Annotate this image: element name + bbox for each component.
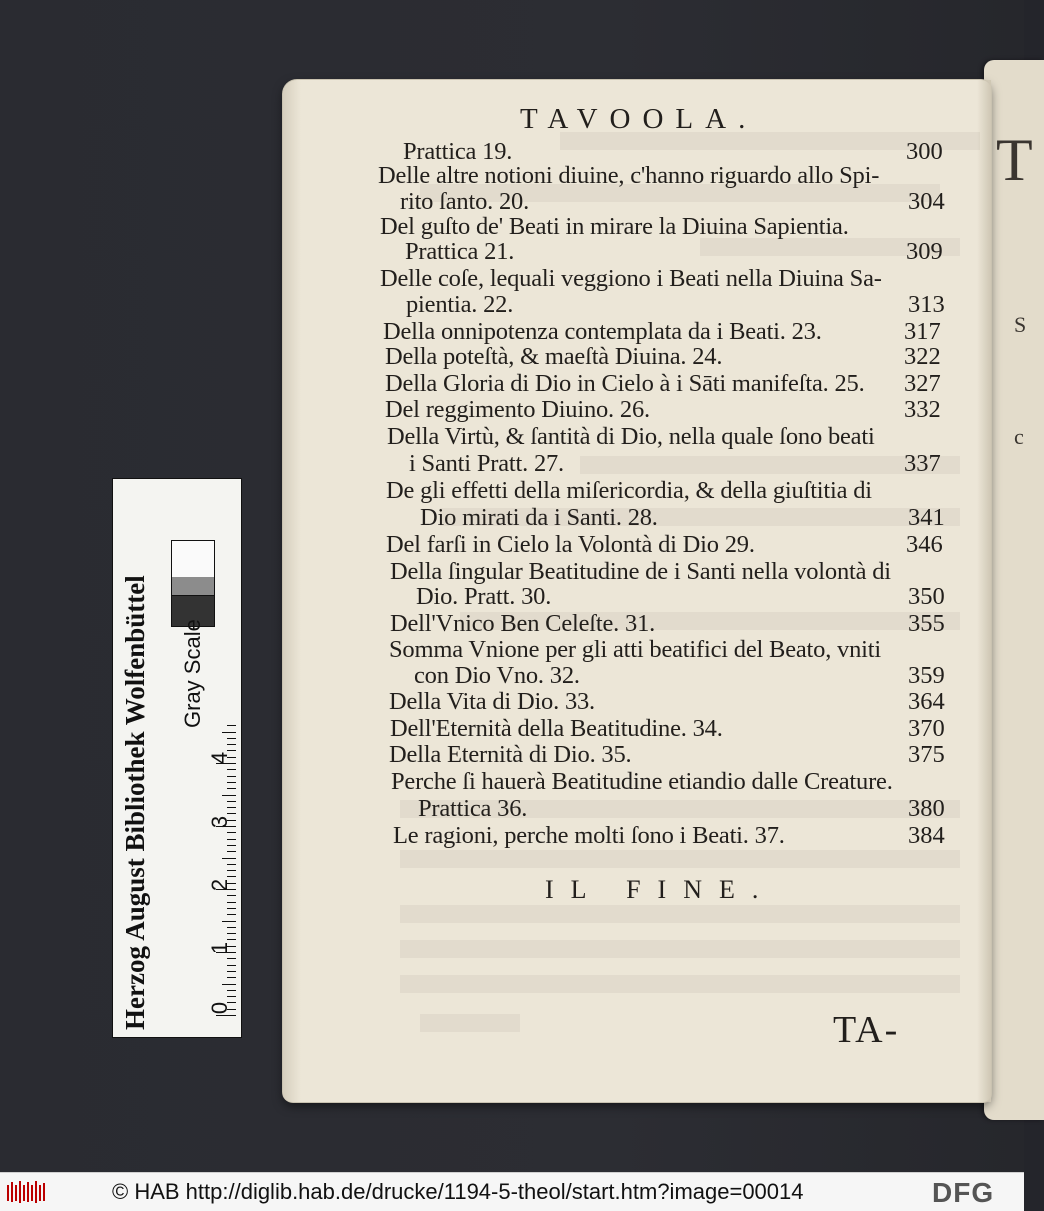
ruler-tick xyxy=(222,921,236,922)
ruler-tick xyxy=(227,996,236,997)
toc-page-number: 322 xyxy=(904,343,941,370)
gray-scale-label: Gray Scale xyxy=(180,619,205,728)
gray-swatch-white xyxy=(171,540,215,578)
ruler-number: 0 xyxy=(207,1001,233,1015)
ruler-number: 3 xyxy=(207,815,233,829)
ruler-tick xyxy=(227,933,236,934)
ruler-tick xyxy=(227,864,236,865)
ruler-tick xyxy=(227,738,236,739)
ruler-tick xyxy=(227,725,236,726)
dfg-logo: DFG xyxy=(932,1177,995,1208)
ruler-tick xyxy=(227,788,236,789)
toc-entry-text: Delle altre notioni diuine, c'hanno riguardo allo Spi- xyxy=(378,162,880,189)
catchword: TA- xyxy=(833,1009,900,1051)
ruler-tick xyxy=(227,977,236,978)
toc-page-number: 313 xyxy=(908,291,945,318)
ruler-tick xyxy=(227,813,236,814)
ruler-tick xyxy=(227,782,236,783)
toc-entry-text: Delle coſe, lequali veggiono i Beati nella Diuina Sa- xyxy=(380,265,882,292)
next-page-edge xyxy=(984,60,1044,1120)
toc-entry-text: Dio. Pratt. 30. xyxy=(416,583,552,610)
ruler-tick xyxy=(227,895,236,896)
toc-entry-text: rito ſanto. 20. xyxy=(400,188,530,215)
ruler-number: 4 xyxy=(207,751,233,765)
toc-page-number: 337 xyxy=(904,450,941,477)
toc-entry-text: Prattica 21. xyxy=(405,238,515,265)
toc-page-number: 309 xyxy=(906,238,943,265)
ruler-tick xyxy=(222,984,236,985)
toc-entry-text: Dio mirati da i Santi. 28. xyxy=(420,504,658,531)
toc-entry-text: Della Gloria di Dio in Cielo à i Sāti manifeſta. 25. xyxy=(385,370,865,397)
toc-entry-text: Le ragioni, perche molti ſono i Beati. 37. xyxy=(393,822,785,849)
ruler-tick xyxy=(227,851,236,852)
toc-entry-text: Perche ſi hauerà Beatitudine etiandio dalle Creature. xyxy=(391,768,893,795)
ruler-tick xyxy=(222,858,236,859)
toc-entry-text: Della Virtù, & ſantità di Dio, nella quale ſono beati xyxy=(387,423,875,450)
toc-page-number: 304 xyxy=(908,188,945,215)
ruler-tick xyxy=(227,769,236,770)
toc-page-number: 300 xyxy=(906,138,943,165)
toc-entry-text: De gli effetti della miſericordia, & della giuſtitia di xyxy=(386,477,872,504)
toc-entry-text: Della ſingular Beatitudine de i Santi nella volontà di xyxy=(390,558,891,585)
toc-entry-text: i Santi Pratt. 27. xyxy=(409,450,564,477)
ruler-tick xyxy=(227,965,236,966)
ruler-tick xyxy=(222,732,236,733)
ruler-tick xyxy=(216,1015,236,1016)
toc-page-number: 327 xyxy=(904,370,941,397)
toc-entry-text: con Dio Vno. 32. xyxy=(414,662,580,689)
ruler-tick xyxy=(227,927,236,928)
toc-entry-text: Prattica 19. xyxy=(403,138,513,165)
toc-page-number: 341 xyxy=(908,504,945,531)
toc-page-number: 332 xyxy=(904,396,941,423)
toc-entry-text: Della Vita di Dio. 33. xyxy=(389,688,595,715)
source-link[interactable]: © HAB http://diglib.hab.de/drucke/1194-5-theol/start.htm?image=00014 xyxy=(112,1179,804,1204)
end-text: IL FINE. xyxy=(545,875,776,904)
ruler-institution-label xyxy=(120,970,151,1030)
toc-entry-text: Del reggimento Diuino. 26. xyxy=(385,396,650,423)
toc-page-number: 359 xyxy=(908,662,945,689)
ruler-number: 1 xyxy=(207,941,233,955)
toc-page-number: 364 xyxy=(908,688,945,715)
toc-entry-text: Prattica 36. xyxy=(418,795,528,822)
toc-entry-text: Della poteſtà, & maeſtà Diuina. 24. xyxy=(385,343,723,370)
hab-logo-icon xyxy=(6,1179,46,1205)
ruler-tick xyxy=(227,971,236,972)
toc-page-number: 317 xyxy=(904,318,941,345)
ruler-tick xyxy=(227,958,236,959)
toc-entry-text: Dell'Eternità della Beatitudine. 34. xyxy=(390,715,723,742)
ruler-tick xyxy=(227,807,236,808)
next-page-letter: S xyxy=(1014,312,1027,337)
toc-entry-text: Della Eternità di Dio. 35. xyxy=(389,741,632,768)
ruler-tick xyxy=(227,902,236,903)
toc-page-number: 350 xyxy=(908,583,945,610)
page-header: TAVOOLA. xyxy=(520,103,758,135)
ruler-tick xyxy=(222,795,236,796)
ruler-tick xyxy=(227,908,236,909)
toc-page-number: 380 xyxy=(908,795,945,822)
ruler-number: 2 xyxy=(207,878,233,892)
ruler-tick xyxy=(227,744,236,745)
gray-swatch-mid xyxy=(171,577,215,595)
ruler-tick xyxy=(227,839,236,840)
ruler-tick xyxy=(227,990,236,991)
toc-entry-text: Della onnipotenza contemplata da i Beati. 23. xyxy=(383,318,822,345)
ruler-tick xyxy=(227,776,236,777)
toc-entry-text: Del farſi in Cielo la Volontà di Dio 29. xyxy=(386,531,755,558)
ruler-tick xyxy=(227,914,236,915)
toc-page-number: 384 xyxy=(908,822,945,849)
toc-entry-text: Del guſto de' Beati in mirare la Diuina Sapientia. xyxy=(380,213,849,240)
toc-entry-text: pientia. 22. xyxy=(406,291,514,318)
toc-page-number: 355 xyxy=(908,610,945,637)
toc-page-number: 370 xyxy=(908,715,945,742)
toc-page-number: 346 xyxy=(906,531,943,558)
ruler-tick xyxy=(227,870,236,871)
ruler-tick xyxy=(227,845,236,846)
ruler-tick xyxy=(227,876,236,877)
toc-entry-text: Dell'Vnico Ben Celeſte. 31. xyxy=(390,610,656,637)
next-page-letter: T xyxy=(996,127,1033,193)
ruler-tick xyxy=(227,939,236,940)
toc-page-number: 375 xyxy=(908,741,945,768)
toc-entry-text: Somma Vnione per gli atti beatifici del Beato, vniti xyxy=(389,636,881,663)
next-page-letter: c xyxy=(1014,424,1024,449)
ruler-tick xyxy=(227,801,236,802)
ruler-tick xyxy=(227,832,236,833)
footer-bar xyxy=(0,1172,1024,1211)
